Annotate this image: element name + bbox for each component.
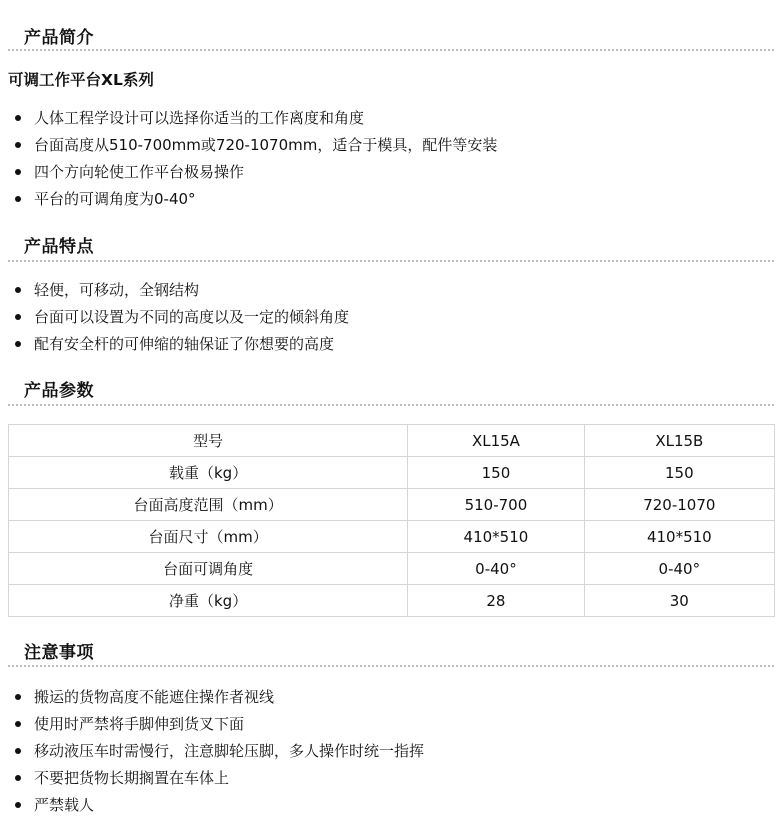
table-cell: 28 (408, 585, 584, 617)
list-item-text: 台面可以设置为不同的高度以及一定的倾斜角度 (34, 308, 350, 326)
intro-heading: 产品简介 (24, 28, 94, 48)
list-item (0, 307, 349, 334)
intro-section-header (0, 27, 776, 67)
intro-divider (8, 49, 774, 51)
list-item (0, 135, 497, 162)
bullet-dot (15, 196, 21, 202)
bullet-dot (15, 721, 21, 727)
table-cell: 150 (584, 457, 774, 489)
table-header-cell: XL15A (408, 425, 584, 457)
notes-bullet-list (0, 687, 424, 822)
list-item-text: 使用时严禁将手脚伸到货叉下面 (34, 715, 245, 733)
table-header-row (9, 425, 775, 457)
params-table (8, 424, 775, 617)
bullet-dot (15, 748, 21, 754)
product-name: 可调工作平台XL系列 (8, 71, 154, 89)
list-item (0, 189, 497, 216)
bullet-dot (15, 142, 21, 148)
list-item (0, 108, 497, 135)
bullet-dot (15, 341, 21, 347)
list-item (0, 687, 424, 714)
notes-heading: 注意事项 (24, 643, 94, 663)
list-item-text: 平台的可调角度为0-40° (34, 190, 196, 208)
list-item (0, 280, 349, 307)
notes-divider (8, 665, 774, 667)
table-cell: 410*510 (408, 521, 584, 553)
table-row (9, 489, 775, 521)
bullet-dot (15, 802, 21, 808)
table-row (9, 585, 775, 617)
list-item-text: 严禁载人 (34, 796, 95, 814)
list-item-text: 轻便，可移动，全钢结构 (34, 281, 200, 299)
list-item-text: 人体工程学设计可以选择你适当的工作离度和角度 (34, 109, 365, 127)
list-item-text: 台面高度从510-700mm或720-1070mm，适合于模具，配件等安装 (34, 136, 498, 154)
features-heading: 产品特点 (24, 237, 94, 257)
table-cell: 0-40° (584, 553, 774, 585)
list-item-text: 搬运的货物高度不能遮住操作者视线 (34, 688, 275, 706)
list-item (0, 162, 497, 189)
table-header-cell: XL15B (584, 425, 774, 457)
features-section-header (0, 236, 776, 276)
list-item-text: 配有安全杆的可伸缩的轴保证了你想要的高度 (34, 335, 335, 353)
table-cell: 净重（kg） (9, 585, 408, 617)
bullet-dot (15, 115, 21, 121)
table-cell: 150 (408, 457, 584, 489)
list-item-text: 不要把货物长期搁置在车体上 (34, 769, 230, 787)
table-row (9, 521, 775, 553)
params-divider (8, 404, 774, 406)
features-bullet-list (0, 280, 349, 361)
table-cell: 台面尺寸（mm） (9, 521, 408, 553)
bullet-dot (15, 775, 21, 781)
table-cell: 410*510 (584, 521, 774, 553)
table-row (9, 553, 775, 585)
table-cell: 台面可调角度 (9, 553, 408, 585)
bullet-dot (15, 694, 21, 700)
params-section-header (0, 380, 776, 420)
params-heading: 产品参数 (24, 381, 94, 401)
list-item-text: 移动液压车时需慢行，注意脚轮压脚，多人操作时统一指挥 (34, 742, 425, 760)
list-item-text: 四个方向轮使工作平台极易操作 (34, 163, 245, 181)
bullet-dot (15, 169, 21, 175)
features-divider (8, 260, 774, 262)
table-cell: 载重（kg） (9, 457, 408, 489)
table-cell: 510-700 (408, 489, 584, 521)
notes-section-header (0, 642, 776, 682)
table-cell: 720-1070 (584, 489, 774, 521)
list-item (0, 741, 424, 768)
table-header-cell: 型号 (9, 425, 408, 457)
table-cell: 台面高度范围（mm） (9, 489, 408, 521)
intro-bullet-list (0, 108, 497, 216)
list-item (0, 795, 424, 822)
bullet-dot (15, 314, 21, 320)
bullet-dot (15, 287, 21, 293)
table-cell: 30 (584, 585, 774, 617)
table-row (9, 457, 775, 489)
list-item (0, 334, 349, 361)
list-item (0, 768, 424, 795)
table-cell: 0-40° (408, 553, 584, 585)
list-item (0, 714, 424, 741)
